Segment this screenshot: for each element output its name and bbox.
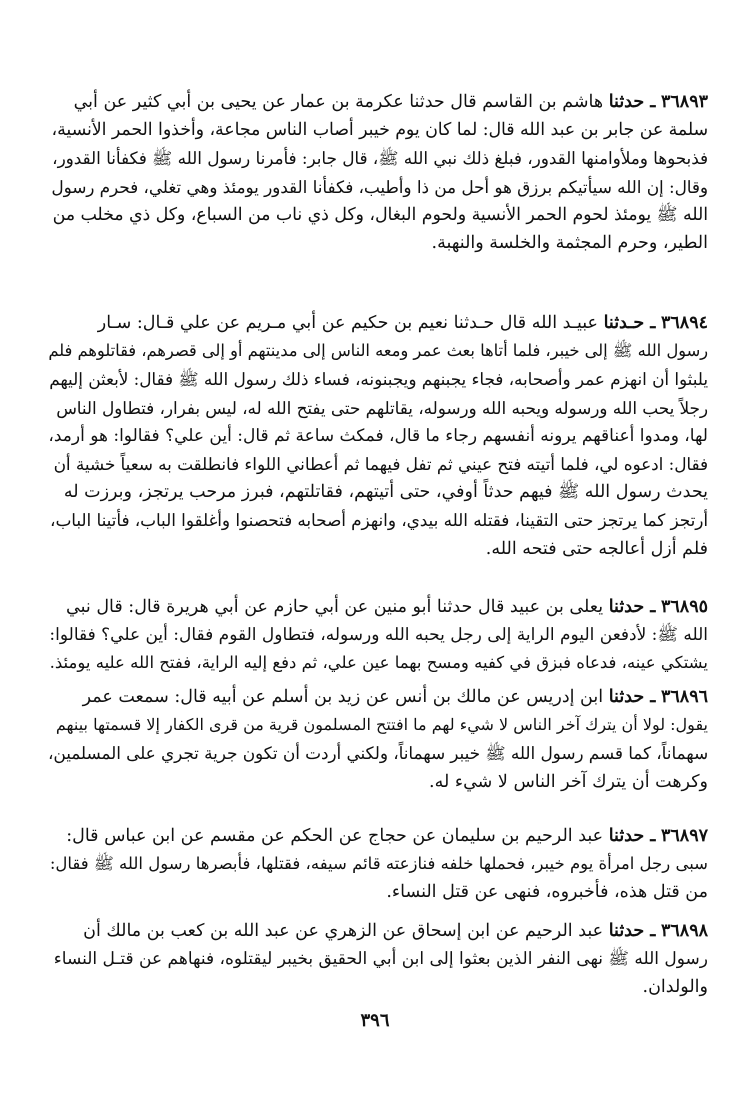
- hadith-text: ابن إدريس عن مالك بن أنس عن زيد بن أسلم عن أبيه قال: سمعت عمر: [82, 687, 604, 707]
- hadith-36893: [48, 88, 708, 257]
- hadith-number: ٣٦٨٩٥: [661, 597, 708, 617]
- hadith-line: [48, 822, 708, 850]
- hadith-36898: [48, 917, 708, 1002]
- hadith-line: سهماناً، كما قسم رسول الله ﷺ خيبر سهماناً، ولكني أردت أن تكون جرية تجري على المسلمين،: [48, 743, 708, 764]
- hadith-text: عبد الرحيم بن سليمان عن حجاج عن الحكم عن مقسم عن ابن عباس قال:: [66, 826, 604, 846]
- hadith-line: رجلاً يحب الله ورسوله ويحبه الله ورسوله، يقاتلهم حتى يفتح الله له، ليس بفرار، فتطاول الناس: [56, 397, 708, 418]
- hadith-line: وقال: إن الله سيأتيكم برزق هو أحل من ذا وأطيب، فكفأنا القدور يومئذ وهي تغلي، فحرم رسول: [51, 176, 708, 197]
- hadith-number: ٣٦٨٩٤: [661, 313, 708, 333]
- hadith-text: عبد الرحيم عن ابن إسحاق عن الزهري عن عبد الله بن كعب بن مالك أن: [83, 921, 604, 941]
- hadith-36894: [48, 309, 708, 563]
- hadith-line: فلم أزل أعالجه حتى فتحه الله.: [485, 538, 708, 559]
- hadith-text: عبيـد الله قال حـدثنا نعيم بن حكيم عن أبي مـريم عن علي قـال: سـار: [97, 313, 598, 333]
- hadith-line: فذبحوها وملأوامنها القدور، فبلغ ذلك نبي الله ﷺ، قال جابر: فأمرنا رسول الله ﷺ فكفأنا القدور،: [52, 148, 708, 169]
- hadith-line: فقال: ادعوه لي، فلما أتيته فتح عيني ثم تفل فيهما ثم أعطاني اللواء فانطلقت به سعياً خشية أن: [53, 454, 708, 475]
- hadith-lead: ـ حدثنا: [608, 826, 656, 846]
- hadith-line: رسول الله ﷺ إلى خيبر، فلما أتاها بعث عمر ومعه الناس إلى مدينتهم أو إلى قصرهم، فقاتلوهم فلم: [48, 341, 708, 361]
- hadith-line: لها، ومدوا أعناقهم يرونه أنفسهم رجاء ما قال، فمكث ساعة ثم قال: أين علي؟ فقالوا: هو أرمد،: [48, 425, 708, 446]
- hadith-line: [48, 593, 708, 621]
- hadith-lead: ـ حدثنا: [608, 92, 656, 112]
- hadith-36895: [48, 593, 708, 678]
- hadith-number: ٣٦٨٩٣: [661, 92, 708, 112]
- hadith-text: يعلى بن عبيد قال حدثنا أبو منين عن أبي حازم عن أبي هريرة قال: قال نبي: [66, 597, 604, 617]
- hadith-line: أرتجز كما يرتجز حتى التقينا، فقتله الله بيدي، وانهزم أصحابه فتحصنوا وأغلقوا الباب، فأتينا الباب،: [50, 510, 708, 531]
- hadith-number: ٣٦٨٩٧: [661, 826, 708, 846]
- hadith-line: الله ﷺ: لأدفعن اليوم الراية إلى رجل يحبه الله ورسوله، فتطاول القوم فقال: أين علي؟ فقالوا:: [49, 625, 708, 646]
- hadith-line: يحدث رسول الله ﷺ فيهم حدثاً أوفي، حتى أتيتهم، فقاتلتهم، فبرز مرحب يرتجز، وبرزت له: [63, 482, 708, 503]
- hadith-lead: ـ حدثنا: [608, 687, 656, 707]
- page-number: ٣٩٦: [360, 1010, 390, 1031]
- hadith-lead: ـ حدثنا: [608, 597, 656, 617]
- hadith-line: سلمة عن جابر بن عبد الله قال: لما كان يوم خيبر أصاب الناس مجاعة، وأخذوا الحمر الأنسية،: [51, 120, 708, 141]
- hadith-36897: [48, 822, 708, 907]
- hadith-text: هاشم بن القاسم قال حدثنا عكرمة بن عمار عن يحيى بن أبي كثير عن أبي: [73, 92, 604, 112]
- hadith-line: [48, 683, 708, 711]
- hadith-line: يشتكي عينه، فدعاه فبزق في كفيه ومسح بهما عين علي، ثم دفع إليه الراية، ففتح الله عليه يومئذ.: [49, 653, 708, 673]
- hadith-line: يلبثوا أن انهزم عمر وأصحابه، فجاء يجبنهم ويجبنونه، فساء ذلك رسول الله ﷺ فقال: لأبعثن إليهم: [49, 369, 708, 390]
- hadith-line: والولدان.: [642, 977, 708, 998]
- hadith-line: رسول الله ﷺ نهى النفر الذين بعثوا إلى ابن أبي الحقيق بخيبر ليقتلوه، فنهاهم عن قتـل النساء: [53, 949, 708, 970]
- hadith-line: [48, 88, 708, 116]
- hadith-lead: ـ حدثنا: [608, 921, 656, 941]
- hadith-lead: ـ حـدثنا: [603, 313, 656, 333]
- hadith-36896: [48, 683, 708, 796]
- hadith-number: ٣٦٨٩٨: [661, 921, 708, 941]
- hadith-line: سبى رجل امرأة يوم خيبر، فحملها خلفه فنازعته قائم سيفه، فقتلها، فأبصرها رسول الله ﷺ فقال:: [49, 854, 708, 874]
- hadith-number: ٣٦٨٩٦: [661, 687, 708, 707]
- hadith-line: [48, 309, 708, 337]
- hadith-line: يقول: لولا أن يترك آخر الناس لا شيء لهم ما افتتح المسلمون قرية من قرى الكفار إلا قسمتها بينهم: [55, 715, 708, 735]
- hadith-line: الطير، وحرم المجثمة والخلسة والنهبة.: [431, 233, 708, 254]
- hadith-line: وكرهت أن يترك آخر الناس لا شيء له.: [429, 771, 708, 792]
- hadith-line: من قتل هذه، فأخبروه، فنهى عن قتل النساء.: [386, 882, 708, 903]
- hadith-line: الله ﷺ يومئذ لحوم الحمر الأنسية ولحوم البغال، وكل ذي ناب من السباع، وكل ذي مخلب من: [52, 204, 708, 225]
- hadith-line: [48, 917, 708, 945]
